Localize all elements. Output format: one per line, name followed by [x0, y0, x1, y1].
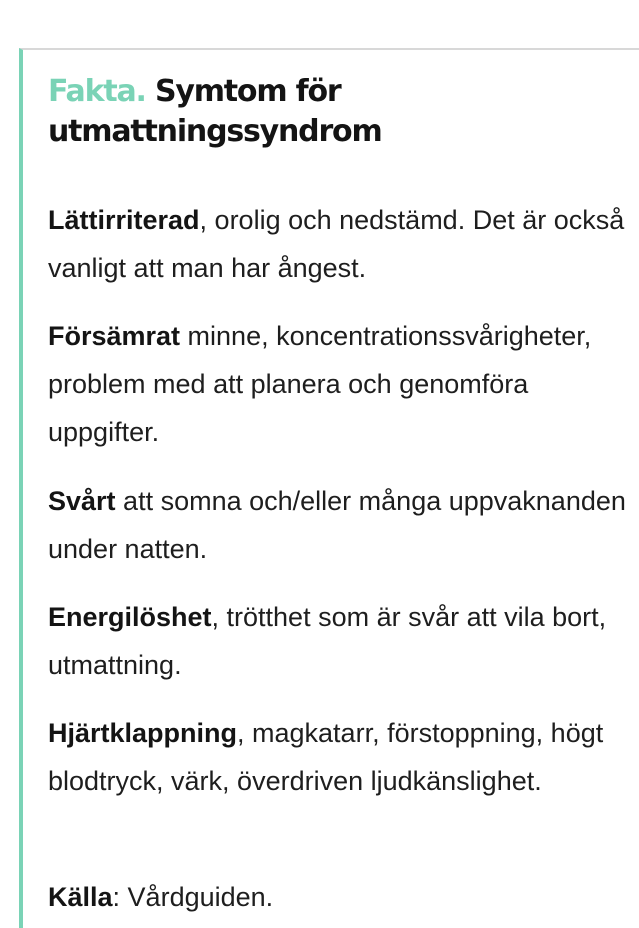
symptom-item — [48, 312, 628, 456]
symptom-description: minne, koncentrationssvårigheter, problem med att planera och genomföra uppgifter. — [48, 321, 592, 447]
symptom-description: , orolig och nedstämd. Det är också vanligt att man har ångest. — [48, 205, 625, 283]
symptom-item — [48, 593, 628, 689]
fact-box — [19, 48, 639, 928]
symptom-description: att somna och/eller många uppvaknanden under natten. — [48, 486, 626, 564]
source-line — [48, 873, 628, 921]
symptom-keyword: Svårt — [48, 486, 116, 516]
symptom-item — [48, 477, 628, 573]
fact-label: Fakta. — [48, 74, 146, 109]
source-text: : Vårdguiden. — [112, 882, 274, 912]
fact-box-title — [48, 72, 608, 152]
symptom-keyword: Försämrat — [48, 321, 181, 351]
symptom-keyword: Lättirriterad — [48, 205, 200, 235]
symptom-keyword: Energilöshet — [48, 602, 212, 632]
symptom-description: , magkatarr, förstoppning, högt blodtryck, värk, överdriven ljudkänslighet. — [48, 718, 604, 796]
symptom-item — [48, 196, 628, 292]
symptom-item — [48, 709, 628, 805]
symptom-keyword: Hjärtklappning — [48, 718, 238, 748]
source-label: Källa — [48, 882, 113, 912]
symptom-description: , trötthet som är svår att vila bort, utmattning. — [48, 602, 607, 680]
fact-heading: Symtom för utmattningssyndrom — [48, 74, 382, 149]
